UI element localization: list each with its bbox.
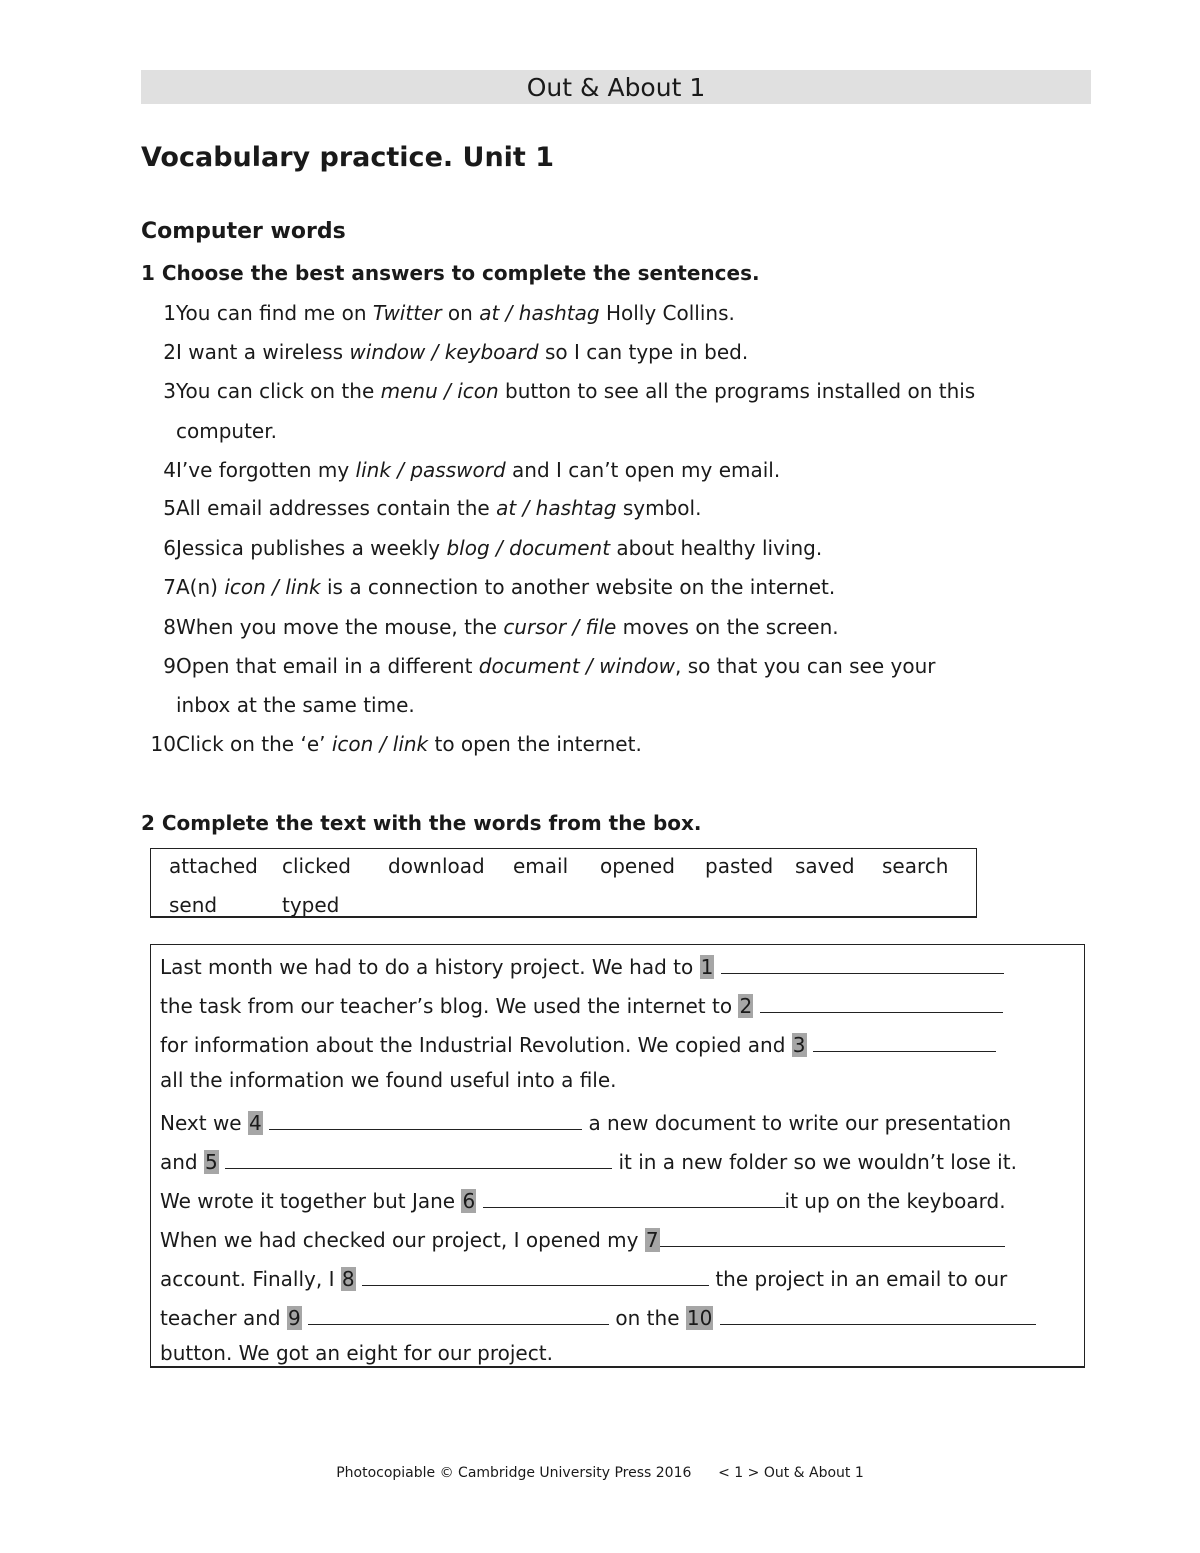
exercise1-instruction: 1 Choose the best answers to complete the sentences. [141,261,760,285]
header-bar [141,70,1091,104]
word-item: search [882,854,949,878]
answer-blank[interactable] [760,990,1003,1013]
list-item: 9Open that email in a different document / window, so that you can see your [163,654,936,678]
answer-blank[interactable] [660,1224,1005,1247]
list-item-continuation: inbox at the same time. [176,693,415,717]
header-title: Out & About 1 [526,73,706,102]
text-line: We wrote it together but Jane 6 it up on the keyboard. [160,1185,1006,1213]
text-line: all the information we found useful into a file. [160,1068,617,1092]
answer-blank[interactable] [308,1302,609,1325]
gap-number: 7 [645,1228,659,1252]
footer [0,1465,1200,1481]
gap-number: 1 [700,955,714,979]
word-item: send [169,893,218,917]
gap-number: 9 [287,1306,301,1330]
gap-number: 4 [248,1111,262,1135]
list-item: 8When you move the mouse, the cursor / file moves on the screen. [163,615,839,639]
list-item: 6Jessica publishes a weekly blog / document about healthy living. [163,536,823,560]
gap-number: 5 [205,1150,218,1174]
word-item: email [513,854,569,878]
answer-blank[interactable] [813,1029,996,1052]
section-title: Computer words [141,219,346,244]
answer-blank[interactable] [362,1263,709,1286]
list-item: 5All email addresses contain the at / hashtag symbol. [163,496,702,520]
text-line: for information about the Industrial Revolution. We copied and 3 [160,1029,996,1057]
list-item-continuation: computer. [176,419,277,443]
page-title: Vocabulary practice. Unit 1 [141,142,555,173]
text-line: Next we 4 a new document to write our presentation [160,1107,1011,1135]
text-line: Last month we had to do a history project. We had to 1 [160,951,1004,979]
word-item: opened [600,854,675,878]
word-item: clicked [282,854,351,878]
list-item: 3You can click on the menu / icon button to see all the programs installed on this [163,379,976,403]
text-line: the task from our teacher’s blog. We used the internet to 2 [160,990,1003,1018]
gap-number: 2 [739,994,753,1018]
footer-text: Photocopiable © Cambridge University Press 2016 < 1 > Out & About 1 [336,1465,864,1481]
word-item: pasted [705,854,774,878]
gap-fill-text-box [150,944,1085,1368]
list-item: 7A(n) icon / link is a connection to another website on the internet. [163,575,836,599]
text-line: teacher and 9 on the 10 [160,1302,1036,1330]
answer-blank[interactable] [721,951,1004,974]
list-item: 4I’ve forgotten my link / password and I can’t open my email. [163,458,781,482]
list-item: 1You can find me on Twitter on at / hashtag Holly Collins. [163,301,735,325]
list-item: 10Click on the ‘e’ icon / link to open the internet. [150,732,642,756]
word-item: typed [282,893,340,917]
exercise2-instruction: 2 Complete the text with the words from the box. [141,811,702,835]
answer-blank[interactable] [720,1302,1036,1325]
answer-blank[interactable] [269,1107,582,1130]
word-item: download [388,854,485,878]
answer-blank[interactable] [483,1185,785,1208]
word-box [150,848,977,918]
gap-number: 10 [686,1306,713,1330]
gap-number: 8 [341,1267,355,1291]
gap-number: 6 [462,1189,476,1213]
text-line: button. We got an eight for our project. [160,1341,553,1365]
answer-blank[interactable] [225,1146,612,1169]
text-line: account. Finally, I 8 the project in an email to our [160,1263,1007,1291]
word-item: saved [795,854,855,878]
word-item: attached [169,854,258,878]
text-line: and 5 it in a new folder so we wouldn’t lose it. [160,1146,1017,1174]
text-line: When we had checked our project, I opened my 7 [160,1224,1005,1252]
gap-number: 3 [792,1033,806,1057]
list-item: 2I want a wireless window / keyboard so I can type in bed. [163,340,749,364]
